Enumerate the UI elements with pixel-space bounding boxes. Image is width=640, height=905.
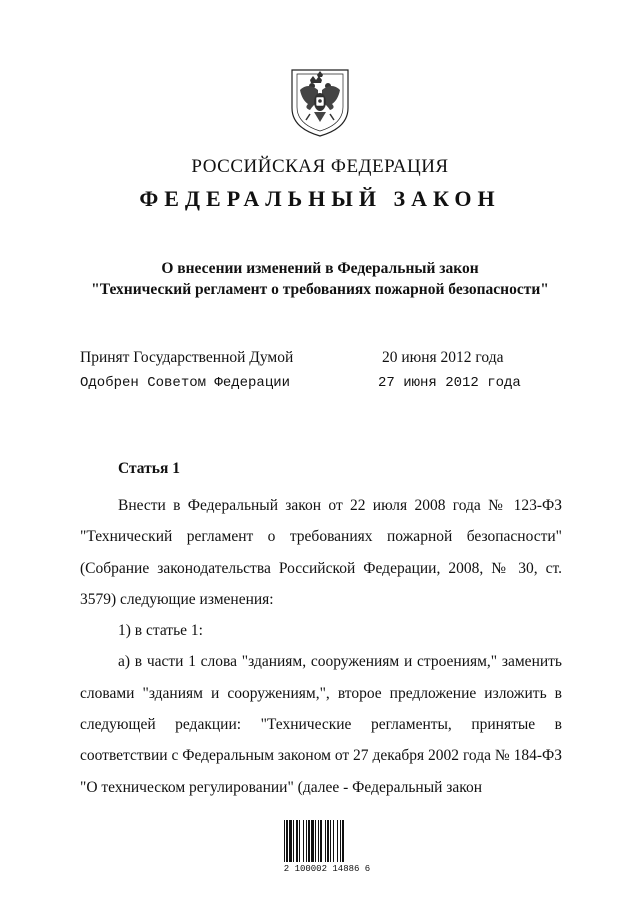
law-title-line-2: "Технический регламент о требованиях пожарной безопасности" — [91, 281, 549, 298]
duma-adoption-date: 20 июня 2012 года — [382, 349, 504, 366]
article-body — [80, 490, 562, 803]
article-paragraph: Внести в Федеральный закон от 22 июля 2008 года № 123-ФЗ "Технический регламент о требованиях пожарной безопасности" (Собрание законодательства Российской Федерации, 2008, № 30, ст. 3579) следующие изменения: — [80, 497, 562, 608]
article-paragraph: а) в части 1 слова "зданиям, сооружениям и строениям," заменить словами "зданиям и сооружениям,", второе предложение изложить в следующей редакции: "Технические регламенты, принятые в соответствии с Федеральным законом от 27 декабря 2002 года № 184-ФЗ "О техническом регулировании" (далее - Федеральный закон — [80, 653, 562, 796]
coat-of-arms-icon — [288, 64, 352, 138]
duma-adoption-label: Принят Государственной Думой — [80, 349, 294, 366]
barcode — [282, 820, 372, 874]
document-type: ФЕДЕРАЛЬНЫЙ ЗАКОН — [139, 186, 501, 211]
law-title — [0, 258, 640, 300]
barcode-number: 2 100002 14886 6 — [283, 864, 371, 874]
council-approval-label: Одобрен Советом Федерации — [80, 375, 291, 391]
barcode-icon — [282, 820, 372, 862]
article-heading: Статья 1 — [118, 460, 180, 477]
article-paragraph: 1) в статье 1: — [118, 622, 203, 640]
law-title-line-1: О внесении изменений в Федеральный закон — [161, 260, 479, 277]
country-name: РОССИЙСКАЯ ФЕДЕРАЦИЯ — [191, 156, 449, 177]
council-approval-date: 27 июня 2012 года — [378, 375, 521, 391]
